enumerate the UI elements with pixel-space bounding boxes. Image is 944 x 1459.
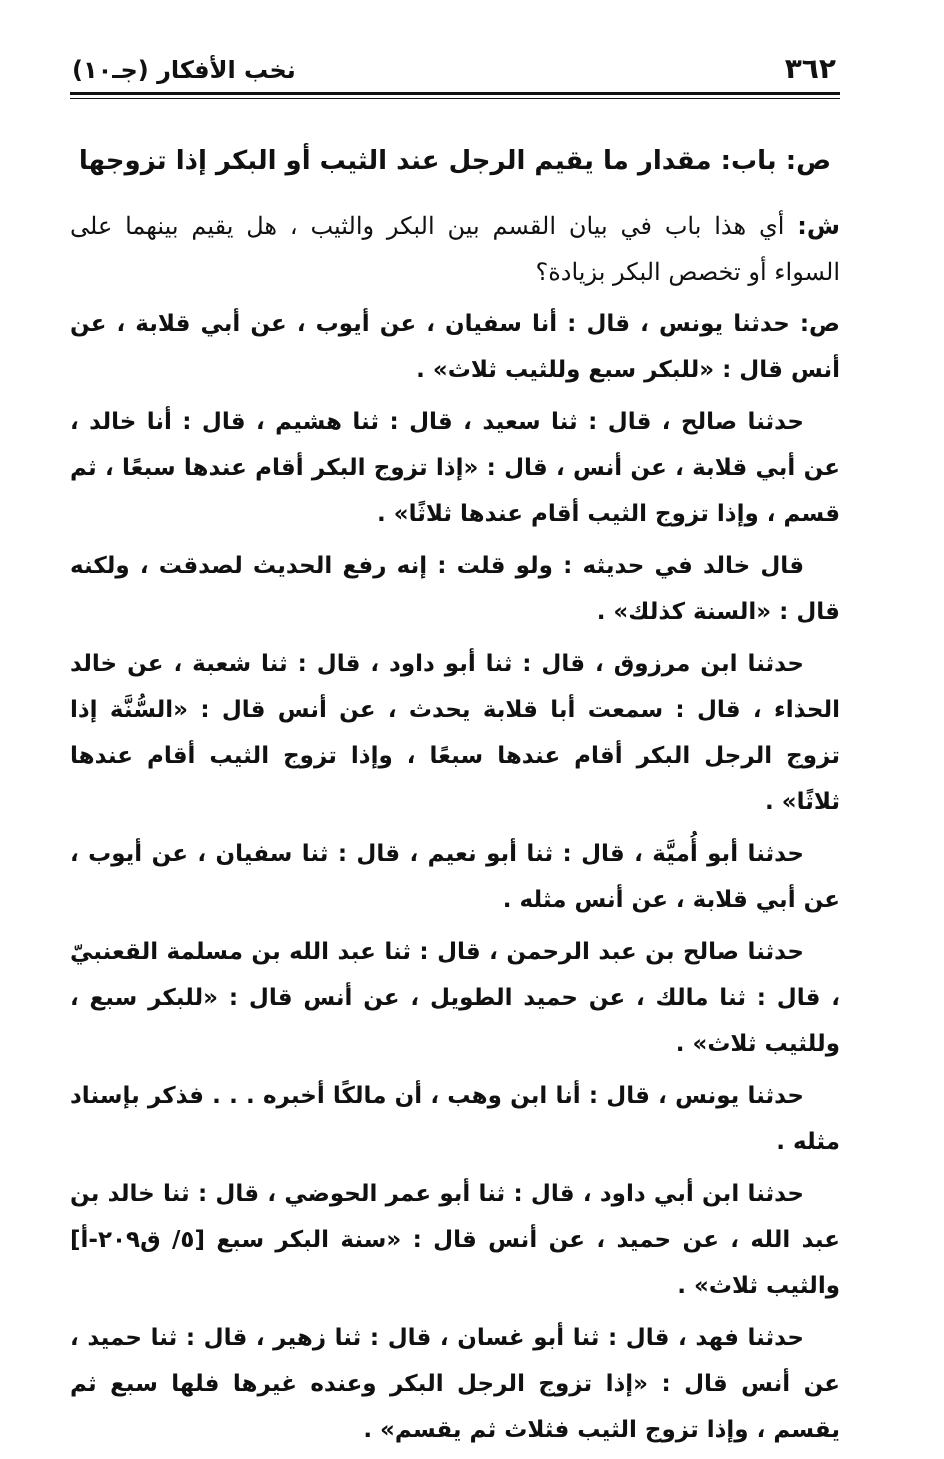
- header-rule-thin: [70, 98, 840, 99]
- paragraph-text: حدثنا صالح ، قال : ثنا سعيد ، قال : ثنا هشيم ، قال : أنا خالد ، عن أبي قلابة ، عن أنس ، قال : «إذا تزوج البكر أقام عندها سبعًا ، ثم قسم ، وإذا تزوج الثيب أقام عندها ثلاثًا» .: [70, 409, 840, 527]
- paragraph-hadith: [70, 301, 840, 393]
- page-number: ٣٦٢: [784, 52, 836, 85]
- paragraph-hadith: [70, 1073, 840, 1165]
- paragraph-text: حدثنا يونس ، قال : أنا ابن وهب ، أن مالكًا أخبره . . . فذكر بإسناد مثله .: [70, 1083, 840, 1155]
- paragraph-hadith: [70, 1171, 840, 1309]
- paragraph-hadith: [70, 1315, 840, 1453]
- paragraph-hadith: [70, 399, 840, 537]
- paragraph-text: أي هذا باب في بيان القسم بين البكر والثيب ، هل يقيم بينهما على السواء أو تخصص البكر بزيادة؟: [70, 212, 840, 286]
- paragraph-hadith: [70, 543, 840, 635]
- paragraph-text: حدثنا ابن مرزوق ، قال : ثنا أبو داود ، قال : ثنا شعبة ، عن خالد الحذاء ، قال : سمعت أبا قلابة يحدث ، عن أنس قال : «السُّنَّة إذا تزوج الرجل البكر أقام عندها سبعًا ، وإذا تزوج الثيب أقام عندها ثلاثًا» .: [70, 651, 840, 815]
- paragraph-text: قال خالد في حديثه : ولو قلت : إنه رفع الحديث لصدقت ، ولكنه قال : «السنة كذلك» .: [70, 553, 840, 625]
- paragraph-hadith: [70, 641, 840, 825]
- header-rule-thick: [70, 92, 840, 95]
- paragraph-text: حدثنا صالح بن عبد الرحمن ، قال : ثنا عبد الله بن مسلمة القعنبيّ ، قال : ثنا مالك ، عن حميد الطويل ، عن أنس قال : «للبكر سبع ، وللثيب ثلاث» .: [70, 939, 840, 1057]
- paragraph-text: حدثنا يونس ، قال : أنا سفيان ، عن أيوب ، عن أبي قلابة ، عن أنس قال : «للبكر سبع وللثيب ثلاث» .: [70, 311, 840, 383]
- book-title: نخب الأفكار (جـ١٠): [72, 56, 296, 84]
- paragraph-hadith: [70, 831, 840, 923]
- paragraph-commentary: [70, 203, 840, 295]
- paragraph-hadith: [70, 929, 840, 1067]
- paragraph-text: حدثنا ابن أبي داود ، قال : ثنا أبو عمر الحوضي ، قال : ثنا خالد بن عبد الله ، عن حميد ، عن أنس قال : «سنة البكر سبع [٥/ ق٢٠٩-أ] والثيب ثلاث» .: [70, 1181, 840, 1299]
- book-page: [70, 40, 840, 1459]
- paragraph-marker: ص:: [799, 311, 840, 337]
- chapter-heading: ص: باب: مقدار ما يقيم الرجل عند الثيب أو البكر إذا تزوجها: [78, 146, 832, 176]
- page-header: [70, 40, 840, 88]
- paragraph-marker: ش:: [797, 212, 840, 240]
- paragraph-text: حدثنا أبو أُميَّة ، قال : ثنا أبو نعيم ، قال : ثنا سفيان ، عن أيوب ، عن أبي قلابة ، عن أنس مثله .: [70, 841, 840, 913]
- paragraph-text: حدثنا فهد ، قال : ثنا أبو غسان ، قال : ثنا زهير ، قال : ثنا حميد ، عن أنس قال : «إذا تزوج الرجل البكر وعنده غيرها فلها سبع ثم يقسم ، وإذا تزوج الثيب فثلاث ثم يقسم» .: [70, 1325, 840, 1443]
